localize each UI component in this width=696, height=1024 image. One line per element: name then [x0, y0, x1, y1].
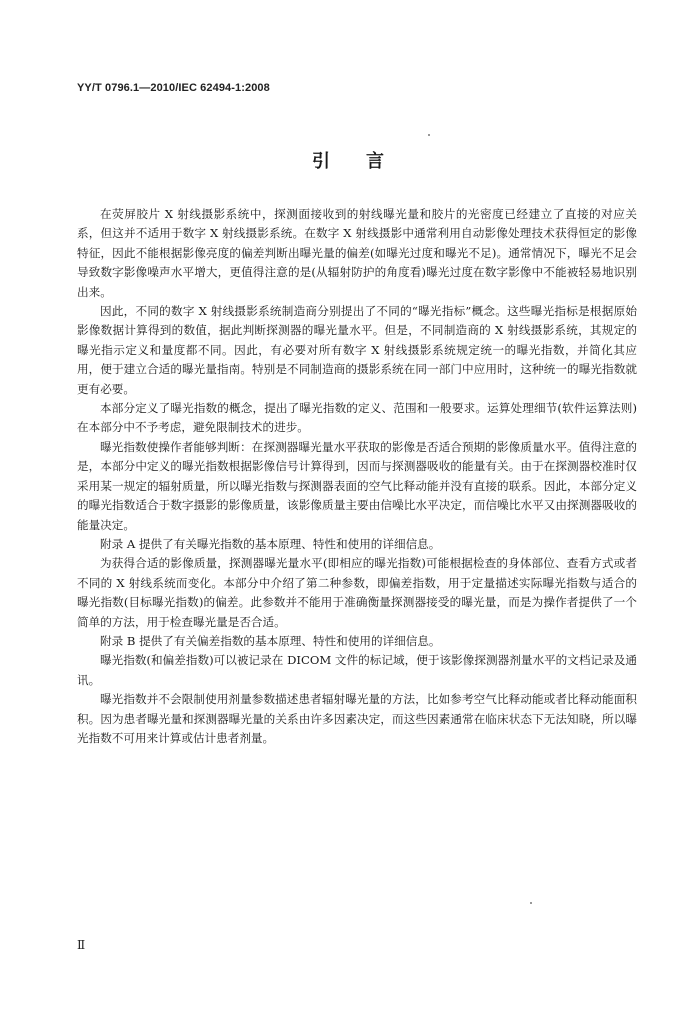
page-number: Ⅱ	[77, 938, 86, 952]
paragraph: 在荧屏胶片 X 射线摄影系统中，探测面接收到的射线曝光量和胶片的光密度已经建立了直接的对应关系，但这并不适用于数字 X 射线摄影系统。在数字 X 射线摄影中通常利用自动影像处理技术获得恒定的影像特征，因此不能根据影像亮度的偏差判断出曝光量的偏差(如曝光过度和曝光不足)。通常情况下，曝光不足会导致数字影像噪声水平增大，更值得注意的是(从辐射防护的角度看)曝光过度在数字影像中不能被轻易地识别出来。	[77, 207, 637, 299]
paragraph: 因此，不同的数字 X 射线摄影系统制造商分别提出了不同的“曝光指标”概念。这些曝光指标是根据原始影像数据计算得到的数值，据此判断探测器的曝光量水平。但是，不同制造商的 X 射线摄影系统，其规定的曝光指示定义和量度都不同。因此，有必要对所有数字 X 射线摄影系统规定统一的曝光指数，并简化其应用，便于建立合适的曝光量指南。特别是不同制造商的摄影系统在同一部门中应用时，这种统一的曝光指数就更有必要。	[77, 304, 637, 396]
paragraph: 曝光指数使操作者能够判断：在探测器曝光量水平获取的影像是否适合预期的影像质量水平。值得注意的是，本部分中定义的曝光指数根据影像信号计算得到，因而与探测器吸收的能量有关。由于在探测器校准时仅采用某一规定的辐射质量，所以曝光指数与探测器表面的空气比释动能并没有直接的联系。因此，本部分定义的曝光指数适合于数字摄影的影像质量，该影像质量主要由信噪比水平决定，而信噪比水平又由探测器吸收的能量决定。	[77, 439, 637, 532]
paragraph: 附录 B 提供了有关偏差指数的基本原理、特性和使用的详细信息。	[100, 633, 441, 648]
paragraph: 曝光指数(和偏差指数)可以被记录在 DICOM 文件的标记域，便于该影像探测器剂量水平的文档记录及通讯。	[77, 653, 637, 687]
body-text	[77, 205, 637, 748]
scan-speck	[530, 902, 532, 904]
standard-number-header: YY/T 0796.1—2010/IEC 62494-1:2008	[77, 82, 270, 94]
paragraph: 附录 A 提供了有关曝光指数的基本原理、特性和使用的详细信息。	[100, 536, 441, 551]
paragraph: 本部分定义了曝光指数的概念，提出了曝光指数的定义、范围和一般要求。运算处理细节(软件运算法则)在本部分中不予考虑，避免限制技术的进步。	[77, 401, 637, 435]
paragraph: 为获得合适的影像质量，探测器曝光量水平(即相应的曝光指数)可能根据检查的身体部位、查看方式或者不同的 X 射线系统而变化。本部分中介绍了第二种参数，即偏差指数，用于定量描述实际曝光指数与适合的曝光指数(目标曝光指数)的偏差。此参数并不能用于准确衡量探测器接受的曝光量，而是为操作者提供了一个简单的方法，用于检查曝光量是否合适。	[77, 556, 637, 629]
scan-speck	[428, 134, 430, 136]
page-title: 引言	[312, 151, 420, 172]
paragraph: 曝光指数并不会限制使用剂量参数描述患者辐射曝光量的方法，比如参考空气比释动能或者比释动能面积积。因为患者曝光量和探测器曝光量的关系由许多因素决定，而这些因素通常在临床状态下无法知晓，所以曝光指数不可用来计算或估计患者剂量。	[77, 692, 637, 745]
